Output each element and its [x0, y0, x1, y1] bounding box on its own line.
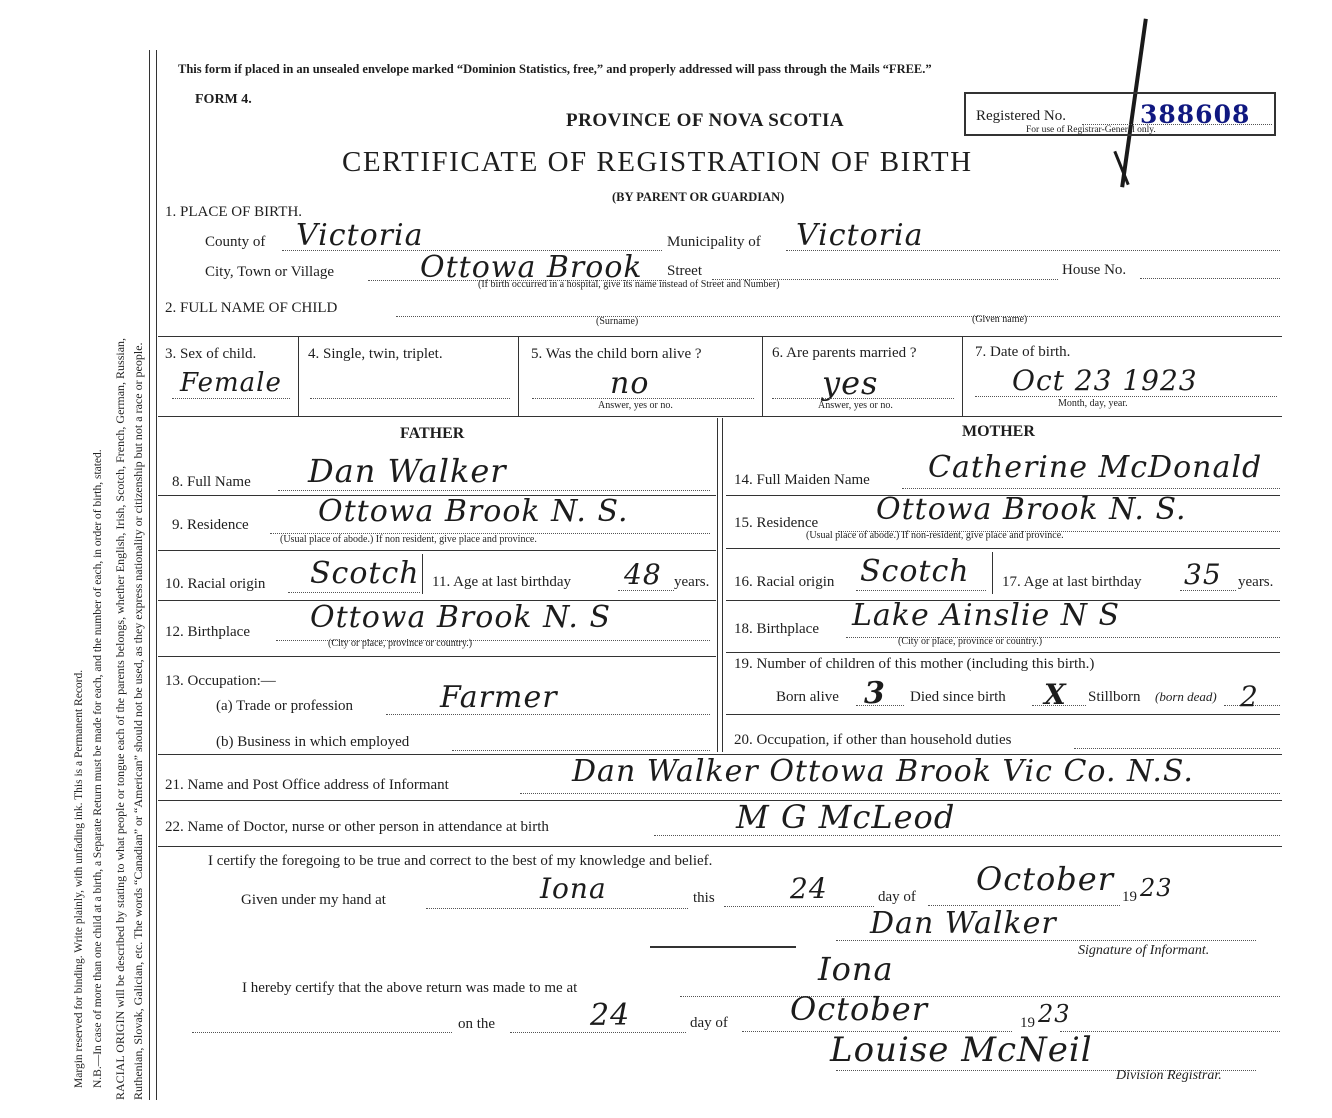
born-alive-count-value: 3 [864, 676, 886, 711]
sex-line [172, 398, 290, 399]
given-day-line [724, 906, 874, 907]
sex-value: Female [180, 368, 282, 398]
registrar-place-value: Iona [818, 950, 894, 988]
children-count-label: 19. Number of children of this mother (including this birth.) [734, 656, 1095, 672]
stillborn-note: (born dead) [1155, 689, 1217, 704]
this-label: this [693, 890, 715, 906]
born-alive-line [532, 398, 754, 399]
trade-value: Farmer [440, 680, 558, 715]
row-bottom-rule [158, 416, 1282, 417]
dob-note: Month, day, year. [1058, 398, 1128, 409]
margin-note-2: N.B.—In case of more than one child at a birth, a Separate Return must be made for each, and the number of each, in order of birth, stated. [92, 449, 104, 1088]
col-divider-2 [518, 336, 519, 416]
doctor-rule [158, 846, 1282, 847]
father-residence-label: 9. Residence [172, 517, 249, 533]
father-birthplace-note: (City or place, province or country.) [328, 638, 473, 649]
given-place-line [426, 908, 688, 909]
given-name-note: (Given name) [972, 314, 1028, 325]
business-label: (b) Business in which employed [216, 734, 410, 750]
form-number: FORM 4. [195, 92, 252, 107]
registrar-year-line [1060, 1031, 1280, 1032]
mother-racial-line [856, 590, 986, 591]
mail-notice: This form if placed in an unsealed envelope marked “Dominion Statistics, free,” and properly addressed will pass through the Mails “FREE.” [178, 62, 932, 76]
parent-divider-b [722, 418, 723, 752]
trade-label: (a) Trade or profession [216, 698, 354, 714]
mother-birthplace-label: 18. Birthplace [734, 621, 819, 637]
mother-residence-note: (Usual place of abode.) If non-resident, give place and province. [806, 530, 1064, 541]
given-under-label: Given under my hand at [241, 892, 386, 908]
city-value: Ottowa Brook [420, 250, 643, 285]
mother-rule-2 [726, 548, 1280, 549]
on-the-label: on the [458, 1016, 496, 1032]
parents-married-note: Answer, yes or no. [818, 400, 893, 411]
child-name-line [396, 316, 1280, 317]
occupation-label: 13. Occupation:— [165, 673, 276, 689]
mother-years-label: years. [1238, 574, 1274, 590]
given-place-value: Iona [540, 872, 607, 905]
registrar-lead-line [192, 1032, 452, 1033]
row-top-rule [158, 336, 1282, 337]
mother-age-label: 17. Age at last birthday [1002, 574, 1142, 590]
father-age-value: 48 [624, 558, 662, 591]
parent-divider-a [717, 418, 718, 752]
mother-residence-value: Ottowa Brook N. S. [876, 492, 1187, 527]
dob-line [975, 396, 1277, 397]
registrar-statement: I hereby certify that the above return was made to me at [242, 980, 578, 996]
father-heading: FATHER [400, 425, 465, 442]
died-label: Died since birth [910, 689, 1006, 705]
registrar-signature: Louise McNeil [830, 1030, 1093, 1070]
municipality-label: Municipality of [667, 234, 761, 250]
died-value: X [1044, 678, 1067, 711]
mother-residence-label: 15. Residence [734, 515, 819, 531]
registrar-day-of-label: day of [690, 1015, 728, 1031]
margin-note-4: Ruthenian, Slovak, Galician, etc. The words “Canadian” or “American” should not be used, as they express nationality or citizenship but not a race or people. [131, 342, 145, 1100]
registrar-month-value: October [790, 990, 928, 1028]
stillborn-label: Stillborn [1088, 689, 1141, 705]
doctor-label: 22. Name of Doctor, nurse or other person in attendance at birth [165, 819, 549, 835]
informant-value: Dan Walker Ottowa Brook Vic Co. N.S. [572, 754, 1194, 789]
page-subtitle: (BY PARENT OR GUARDIAN) [612, 190, 785, 204]
registrar-year-value: 23 [1038, 1000, 1071, 1028]
father-birthplace-label: 12. Birthplace [165, 624, 250, 640]
registrar-place-line [680, 996, 1280, 997]
born-alive-label: 5. Was the child born alive ? [531, 346, 702, 362]
separator-rule [650, 946, 796, 948]
parents-married-label: 6. Are parents married ? [772, 345, 917, 361]
county-label: County of [205, 234, 266, 250]
father-racial-value: Scotch [310, 556, 420, 591]
doctor-value: M G McLeod [736, 798, 956, 836]
mother-name-value: Catherine McDonald [928, 450, 1263, 485]
mother-age-value: 35 [1184, 558, 1222, 591]
mother-rule-5 [726, 714, 1280, 715]
dob-label: 7. Date of birth. [975, 344, 1071, 360]
mother-birthplace-note: (City or place, province or country.) [898, 636, 1043, 647]
informant-signature-line [836, 940, 1256, 941]
parents-married-value: yes [822, 364, 879, 402]
house-label: House No. [1062, 262, 1127, 278]
sex-label: 3. Sex of child. [165, 346, 257, 362]
father-rule-2 [158, 550, 716, 551]
col-divider-4 [962, 336, 963, 416]
mother-racial-value: Scotch [860, 554, 970, 589]
dob-value: Oct 23 1923 [1012, 364, 1198, 397]
father-racial-line [288, 592, 420, 593]
father-name-value: Dan Walker [308, 452, 507, 490]
informant-rule [158, 800, 1282, 801]
registrar-year-prefix: 19 [1020, 1015, 1035, 1031]
father-name-line [278, 490, 710, 491]
col-divider-3 [762, 336, 763, 416]
given-month-value: October [976, 860, 1114, 898]
child-name-label: 2. FULL NAME OF CHILD [165, 300, 338, 316]
county-value: Victoria [296, 218, 424, 253]
father-racial-label: 10. Racial origin [165, 576, 266, 592]
given-day-value: 24 [790, 872, 828, 905]
mother-rule-4 [726, 652, 1280, 653]
father-birthplace-value: Ottowa Brook N. S [310, 600, 612, 635]
margin-note-3: RACIAL ORIGIN will be described by stating to what people or tongue each of the parents belongs, whether English, Irish, Scotch, French, German, Russian, [113, 337, 127, 1100]
mother-occupation-label: 20. Occupation, if other than household duties [734, 732, 1012, 748]
father-residence-value: Ottowa Brook N. S. [318, 494, 629, 529]
parents-married-line [772, 398, 954, 399]
informant-label: 21. Name and Post Office address of Informant [165, 777, 449, 793]
margin-border-inner [156, 50, 157, 1100]
given-year-value: 23 [1140, 874, 1173, 902]
born-alive-count-label: Born alive [776, 689, 839, 705]
given-year-prefix: 19 [1122, 889, 1137, 905]
stillborn-value: 2 [1240, 680, 1259, 713]
registrar-note: For use of Registrar-General only. [1026, 125, 1156, 135]
plurality-line [310, 398, 510, 399]
father-rule-4 [158, 656, 716, 657]
father-racial-divider [422, 554, 423, 594]
business-line [452, 750, 710, 751]
registered-label: Registered No. [976, 108, 1066, 124]
house-line [1140, 278, 1280, 279]
margin-note-1: Margin reserved for binding. Write plainly, with unfading ink. This is a Permanent Record. [73, 669, 85, 1088]
place-of-birth-label: 1. PLACE OF BIRTH. [165, 204, 303, 220]
margin-border [149, 50, 150, 1100]
mother-heading: MOTHER [962, 423, 1035, 440]
mother-occupation-line [1074, 748, 1280, 749]
page-title: CERTIFICATE OF REGISTRATION OF BIRTH [342, 146, 973, 178]
father-name-label: 8. Full Name [172, 474, 251, 490]
municipality-value: Victoria [796, 218, 924, 253]
registrar-day-value: 24 [590, 998, 631, 1033]
col-divider-1 [298, 336, 299, 416]
certify-statement: I certify the foregoing to be true and correct to the best of my knowledge and belief. [208, 853, 713, 869]
father-years-label: years. [674, 574, 710, 590]
mother-birthplace-value: Lake Ainslie N S [852, 598, 1121, 633]
registered-number: 388608 [1140, 100, 1251, 129]
born-alive-value: no [610, 366, 650, 401]
street-label: Street [667, 263, 702, 279]
mother-racial-label: 16. Racial origin [734, 574, 835, 590]
mother-name-line [902, 488, 1280, 489]
given-day-of-label: day of [878, 889, 916, 905]
father-residence-note: (Usual place of abode.) If non resident, give place and province. [280, 534, 537, 545]
plurality-label: 4. Single, twin, triplet. [308, 346, 443, 362]
city-label: City, Town or Village [205, 264, 335, 280]
surname-note: (Surname) [596, 316, 639, 327]
born-alive-note: Answer, yes or no. [598, 400, 673, 411]
registrar-signature-label: Division Registrar. [1116, 1068, 1222, 1083]
mother-name-label: 14. Full Maiden Name [734, 472, 870, 488]
informant-signature: Dan Walker [870, 906, 1057, 941]
hospital-note: (If birth occurred in a hospital, give its name instead of Street and Number) [478, 279, 780, 290]
informant-line [520, 793, 1280, 794]
province-heading: PROVINCE OF NOVA SCOTIA [566, 110, 845, 131]
mother-racial-divider [992, 552, 993, 594]
informant-signature-label: Signature of Informant. [1078, 943, 1210, 958]
father-age-label: 11. Age at last birthday [432, 574, 571, 590]
